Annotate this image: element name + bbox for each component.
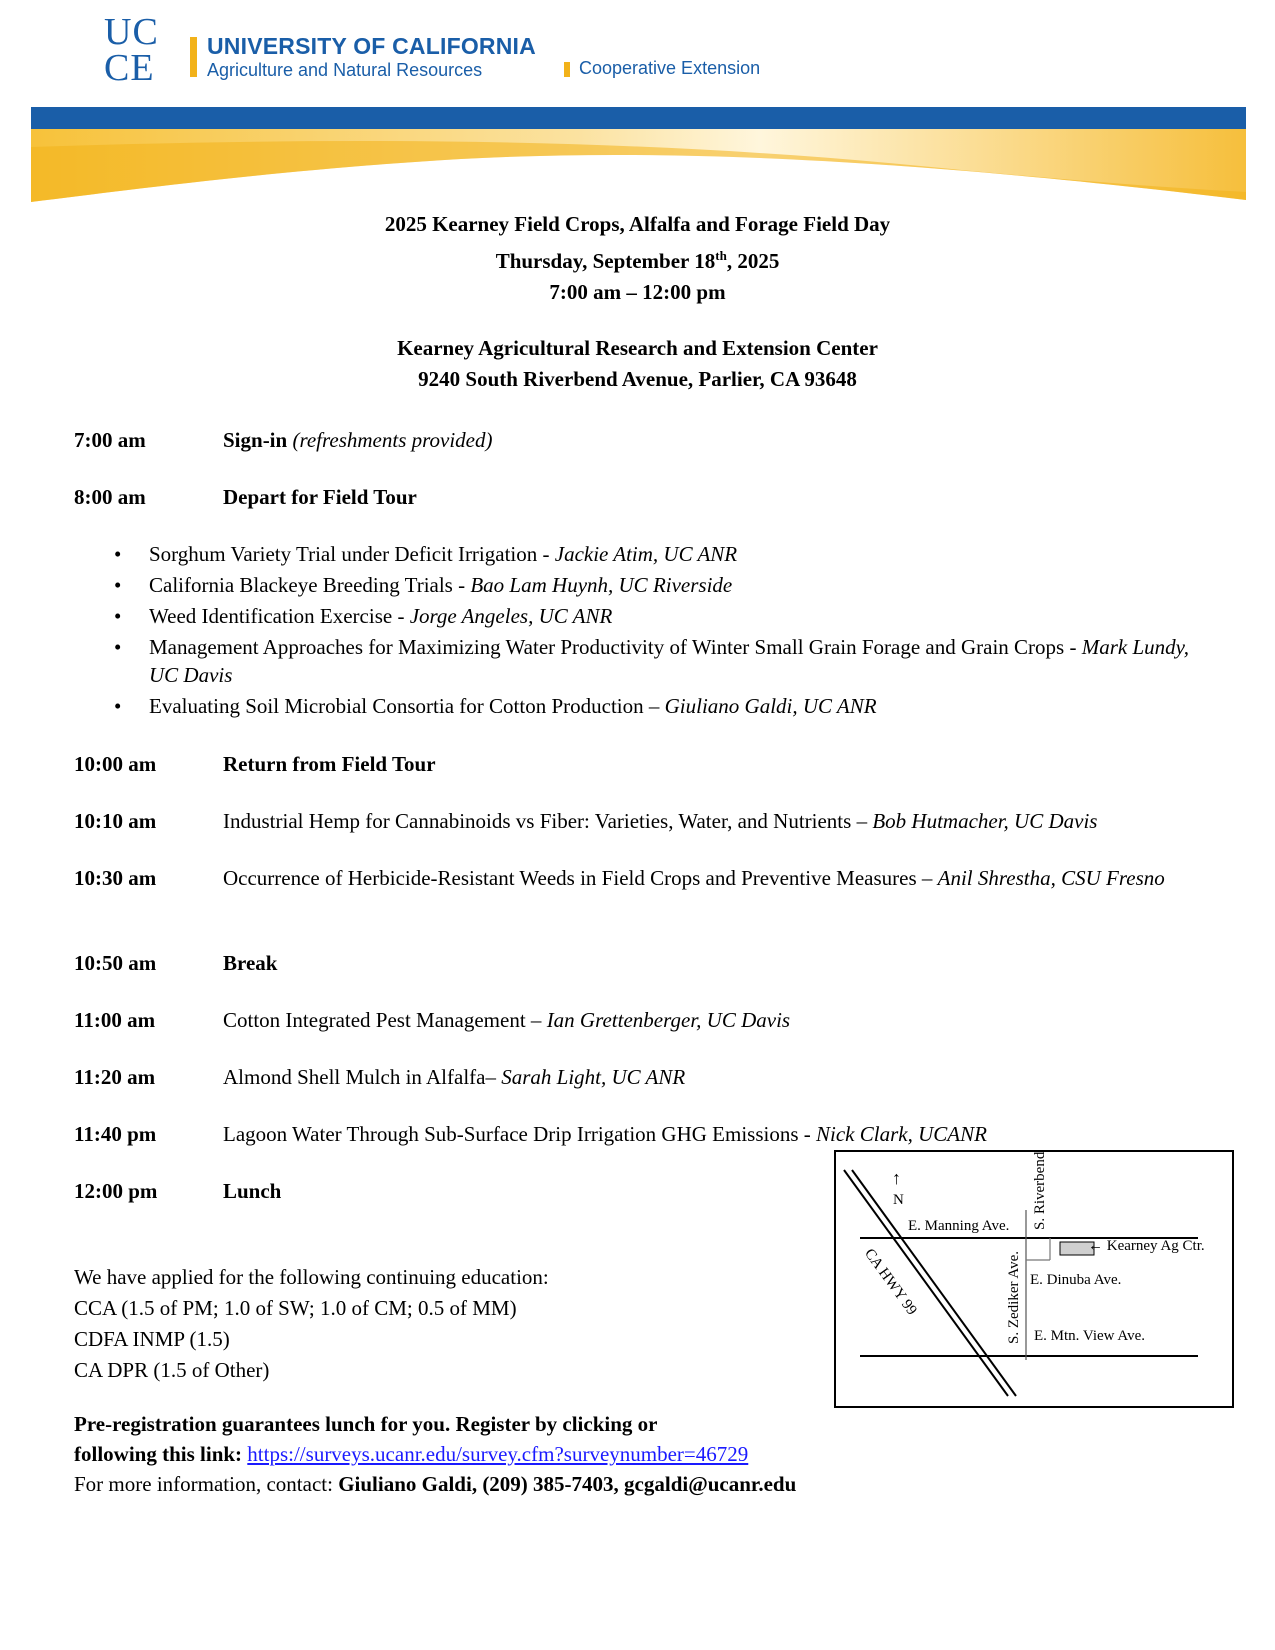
venue-block: [0, 333, 1275, 395]
division-name: Agriculture and Natural Resources: [207, 60, 483, 80]
talk-title: Almond Shell Mulch in Alfalfa–: [223, 1065, 502, 1089]
event-time: 7:00 am – 12:00 pm: [549, 280, 726, 304]
time-label: 11:20 am: [74, 1065, 156, 1089]
talk-title: Occurrence of Herbicide-Resistant Weeds in Field Crops and Preventive Measures –: [223, 866, 938, 890]
item-label: Break: [223, 951, 278, 975]
talk-speaker: Bob Hutmacher, UC Davis: [872, 809, 1098, 833]
destination-label: ← Kearney Ag Ctr.: [1088, 1238, 1205, 1254]
time-label: 8:00 am: [74, 485, 146, 509]
registration-line2: following this link:: [74, 1442, 248, 1466]
logo-uc-text: UC: [104, 11, 159, 53]
talk-speaker: Anil Shrestha, CSU Fresno: [937, 866, 1165, 890]
talk-title: Industrial Hemp for Cannabinoids vs Fiber: Varieties, Water, and Nutrients –: [223, 809, 873, 833]
contact-prefix: For more information, contact:: [74, 1472, 339, 1496]
time-label: 7:00 am: [74, 428, 146, 452]
list-item: • Evaluating Soil Microbial Consortia for Cotton Production – Giuliano Galdi, UC ANR: [114, 694, 877, 718]
ucce-logo: [104, 11, 170, 90]
header-banner: [31, 107, 1246, 207]
north-label: N: [893, 1192, 904, 1208]
event-date: Thursday, September 18th, 2025: [495, 248, 780, 273]
north-arrow-icon: ↑: [892, 1168, 901, 1188]
location-map: [834, 1150, 1234, 1408]
org-name: UNIVERSITY OF CALIFORNIA: [207, 33, 536, 59]
ce-item: CDFA INMP (1.5): [74, 1327, 230, 1351]
road-label-dinuba: E. Dinuba Ave.: [1030, 1272, 1122, 1288]
ce-item: CCA (1.5 of PM; 1.0 of SW; 1.0 of CM; 0.5 of MM): [74, 1296, 517, 1320]
registration-line1: Pre-registration guarantees lunch for you. Register by clicking or: [74, 1412, 658, 1436]
list-item: • Management Approaches for Maximizing Water Productivity of Winter Small Grain Forage and Grain Crops - Mark Lundy, UC Davis: [114, 635, 1190, 687]
talk-speaker: Nick Clark, UCANR: [816, 1122, 987, 1146]
item-label: Lunch: [223, 1179, 282, 1203]
venue-address: 9240 South Riverbend Avenue, Parlier, CA 93648: [418, 367, 857, 391]
item-note: (refreshments provided): [292, 428, 493, 452]
list-item: • Weed Identification Exercise - Jorge Angeles, UC ANR: [114, 604, 613, 628]
list-item: • California Blackeye Breeding Trials - Bao Lam Huynh, UC Riverside: [114, 573, 733, 597]
time-label: 11:40 pm: [74, 1122, 157, 1146]
item-label: Return from Field Tour: [223, 752, 436, 776]
event-header: [0, 209, 1275, 308]
item-label: Depart for Field Tour: [223, 485, 417, 509]
registration-link[interactable]: https://surveys.ucanr.edu/survey.cfm?surveynumber=46729: [247, 1442, 749, 1466]
time-label: 10:30 am: [74, 866, 157, 890]
venue-name: Kearney Agricultural Research and Extension Center: [397, 336, 878, 360]
highway-label: CA HWY 99: [861, 1246, 920, 1319]
field-tour-topics: [74, 540, 1194, 723]
talk-title: Cotton Integrated Pest Management –: [223, 1008, 547, 1032]
continuing-education: [74, 1262, 549, 1386]
road-label-riverbend: S. Riverbend: [1032, 1151, 1048, 1230]
highway-99-line-b: [852, 1170, 1016, 1396]
registration-info: [74, 1409, 954, 1499]
item-label: Sign-in: [223, 428, 288, 452]
road-label-zediker: S. Zediker Ave.: [1006, 1250, 1022, 1344]
ce-intro: We have applied for the following continuing education:: [74, 1265, 549, 1289]
time-label: 10:00 am: [74, 752, 157, 776]
time-label: 10:50 am: [74, 951, 157, 975]
highway-99-line-a: [844, 1170, 1008, 1396]
list-item: • Sorghum Variety Trial under Deficit Irrigation - Jackie Atim, UC ANR: [114, 542, 738, 566]
event-title: 2025 Kearney Field Crops, Alfalfa and Forage Field Day: [384, 212, 891, 236]
talk-speaker: Sarah Light, UC ANR: [501, 1065, 686, 1089]
program-name: Cooperative Extension: [579, 58, 761, 78]
logo-divider: [190, 37, 197, 77]
talk-title: Lagoon Water Through Sub-Surface Drip Irrigation GHG Emissions -: [223, 1122, 817, 1146]
time-label: 10:10 am: [74, 809, 157, 833]
contact-details: Giuliano Galdi, (209) 385-7403, gcgaldi@ucanr.edu: [338, 1472, 797, 1496]
talk-speaker: Ian Grettenberger, UC Davis: [546, 1008, 791, 1032]
time-label: 11:00 am: [74, 1008, 156, 1032]
logo-ce-text: CE: [104, 47, 155, 89]
time-label: 12:00 pm: [74, 1179, 158, 1203]
road-label-manning: E. Manning Ave.: [908, 1218, 1010, 1234]
logo-divider-small: [564, 62, 570, 77]
road-label-mtnview: E. Mtn. View Ave.: [1034, 1328, 1146, 1344]
ce-item: CA DPR (1.5 of Other): [74, 1358, 270, 1382]
